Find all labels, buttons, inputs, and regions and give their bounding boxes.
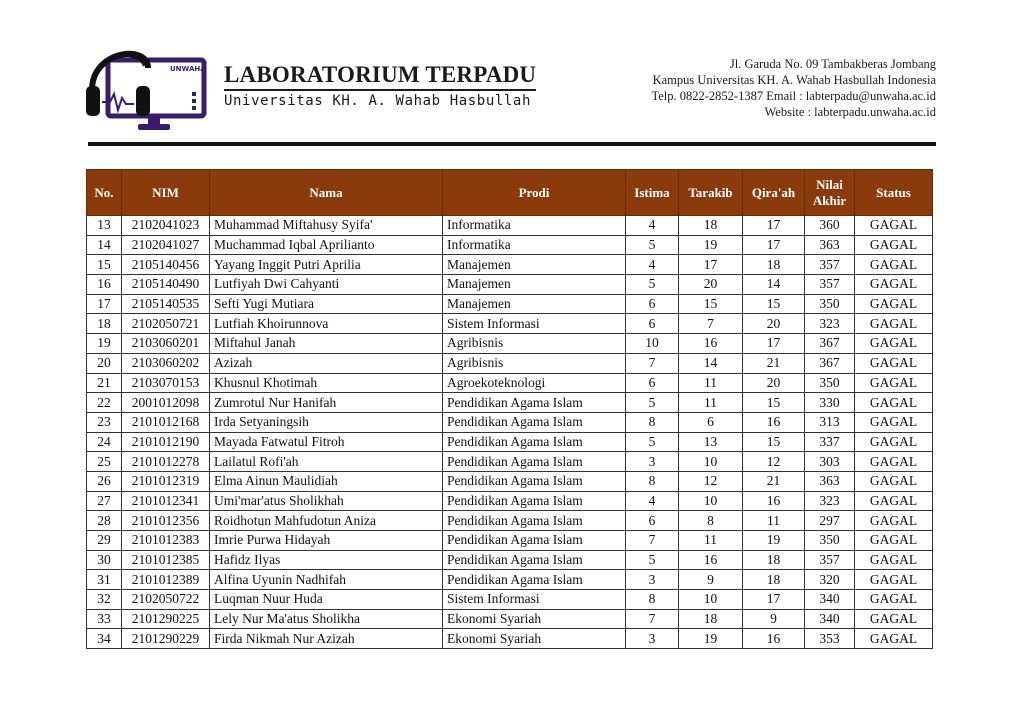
cell-nama: Azizah: [210, 353, 443, 373]
cell-istima: 4: [626, 216, 679, 236]
cell-tarakib: 14: [679, 353, 743, 373]
cell-qiraah: 12: [743, 452, 805, 472]
cell-nim: 2103060201: [122, 334, 210, 354]
cell-nim: 2105140490: [122, 275, 210, 295]
cell-status: GAGAL: [855, 590, 933, 610]
address-block: [651, 56, 936, 120]
cell-no: 14: [87, 235, 122, 255]
cell-no: 21: [87, 373, 122, 393]
cell-nim: 2101012278: [122, 452, 210, 472]
address-line: Kampus Universitas KH. A. Wahab Hasbullah Indonesia: [652, 73, 936, 87]
cell-prodi: Pendidikan Agama Islam: [443, 471, 626, 491]
col-header-tarakib: Tarakib: [679, 170, 743, 216]
cell-nama: Firda Nikmah Nur Azizah: [210, 629, 443, 649]
cell-tarakib: 13: [679, 432, 743, 452]
logo-text: UNWAHA: [170, 65, 206, 73]
cell-nilai-akhir: 297: [805, 511, 855, 531]
cell-istima: 6: [626, 314, 679, 334]
cell-no: 17: [87, 294, 122, 314]
cell-nim: 2102050721: [122, 314, 210, 334]
cell-no: 16: [87, 275, 122, 295]
table-row: [87, 216, 933, 236]
cell-status: GAGAL: [855, 412, 933, 432]
cell-nilai-akhir: 313: [805, 412, 855, 432]
cell-istima: 3: [626, 629, 679, 649]
cell-nama: Elma Ainun Maulidiah: [210, 471, 443, 491]
cell-qiraah: 15: [743, 294, 805, 314]
cell-tarakib: 18: [679, 216, 743, 236]
cell-qiraah: 17: [743, 235, 805, 255]
address-line: Website : labterpadu.unwaha.ac.id: [764, 105, 936, 119]
table-row: [87, 275, 933, 295]
table-row: [87, 334, 933, 354]
cell-prodi: Pendidikan Agama Islam: [443, 531, 626, 551]
cell-no: 28: [87, 511, 122, 531]
cell-nilai-akhir: 323: [805, 491, 855, 511]
cell-qiraah: 18: [743, 550, 805, 570]
table-row: [87, 590, 933, 610]
table-row: [87, 294, 933, 314]
cell-nilai-akhir: 367: [805, 353, 855, 373]
cell-tarakib: 11: [679, 531, 743, 551]
cell-no: 30: [87, 550, 122, 570]
cell-istima: 4: [626, 491, 679, 511]
cell-no: 24: [87, 432, 122, 452]
table-row: [87, 452, 933, 472]
cell-nilai-akhir: 340: [805, 609, 855, 629]
cell-prodi: Sistem Informasi: [443, 590, 626, 610]
cell-status: GAGAL: [855, 432, 933, 452]
cell-nim: 2101012385: [122, 550, 210, 570]
cell-nim: 2103060202: [122, 353, 210, 373]
cell-istima: 8: [626, 412, 679, 432]
cell-status: GAGAL: [855, 393, 933, 413]
cell-prodi: Pendidikan Agama Islam: [443, 412, 626, 432]
cell-istima: 5: [626, 393, 679, 413]
cell-no: 13: [87, 216, 122, 236]
cell-qiraah: 20: [743, 314, 805, 334]
cell-no: 32: [87, 590, 122, 610]
cell-nilai-akhir: 350: [805, 373, 855, 393]
cell-nilai-akhir: 357: [805, 255, 855, 275]
cell-qiraah: 20: [743, 373, 805, 393]
col-header-qiraah: Qira'ah: [743, 170, 805, 216]
cell-prodi: Pendidikan Agama Islam: [443, 393, 626, 413]
table-row: [87, 432, 933, 452]
cell-nim: 2101012341: [122, 491, 210, 511]
cell-nama: Hafidz Ilyas: [210, 550, 443, 570]
cell-prodi: Agribisnis: [443, 334, 626, 354]
cell-qiraah: 16: [743, 629, 805, 649]
cell-tarakib: 10: [679, 452, 743, 472]
table-row: [87, 314, 933, 334]
table-row: [87, 255, 933, 275]
cell-prodi: Agroekoteknologi: [443, 373, 626, 393]
cell-istima: 3: [626, 452, 679, 472]
cell-no: 31: [87, 570, 122, 590]
cell-nama: Sefti Yugi Mutiara: [210, 294, 443, 314]
address-line: Telp. 0822-2852-1387 Email : labterpadu@unwaha.ac.id: [651, 89, 936, 103]
cell-istima: 5: [626, 235, 679, 255]
cell-tarakib: 20: [679, 275, 743, 295]
cell-nilai-akhir: 350: [805, 294, 855, 314]
col-header-nim: NIM: [122, 170, 210, 216]
cell-nama: Imrie Purwa Hidayah: [210, 531, 443, 551]
unwaha-logo: [86, 40, 210, 136]
cell-qiraah: 16: [743, 491, 805, 511]
cell-nim: 2102041023: [122, 216, 210, 236]
cell-nim: 2101012389: [122, 570, 210, 590]
cell-no: 25: [87, 452, 122, 472]
cell-nama: Lailatul Rofi'ah: [210, 452, 443, 472]
cell-qiraah: 21: [743, 353, 805, 373]
cell-status: GAGAL: [855, 353, 933, 373]
cell-status: GAGAL: [855, 275, 933, 295]
cell-no: 34: [87, 629, 122, 649]
table-row: [87, 511, 933, 531]
cell-tarakib: 18: [679, 609, 743, 629]
cell-no: 20: [87, 353, 122, 373]
cell-istima: 5: [626, 432, 679, 452]
cell-nilai-akhir: 357: [805, 550, 855, 570]
cell-nama: Lely Nur Ma'atus Sholikha: [210, 609, 443, 629]
cell-istima: 8: [626, 590, 679, 610]
cell-prodi: Ekonomi Syariah: [443, 629, 626, 649]
cell-nilai-akhir: 367: [805, 334, 855, 354]
cell-qiraah: 15: [743, 432, 805, 452]
col-header-nama: Nama: [210, 170, 443, 216]
cell-tarakib: 19: [679, 235, 743, 255]
col-header-prodi: Prodi: [443, 170, 626, 216]
cell-no: 29: [87, 531, 122, 551]
cell-qiraah: 18: [743, 255, 805, 275]
cell-prodi: Manajemen: [443, 294, 626, 314]
table-row: [87, 471, 933, 491]
cell-nama: Roidhotun Mahfudotun Aniza: [210, 511, 443, 531]
cell-qiraah: 21: [743, 471, 805, 491]
cell-istima: 7: [626, 353, 679, 373]
cell-istima: 4: [626, 255, 679, 275]
cell-status: GAGAL: [855, 511, 933, 531]
cell-tarakib: 16: [679, 334, 743, 354]
cell-prodi: Pendidikan Agama Islam: [443, 511, 626, 531]
cell-nim: 2101290225: [122, 609, 210, 629]
cell-no: 26: [87, 471, 122, 491]
cell-prodi: Manajemen: [443, 255, 626, 275]
table-row: [87, 550, 933, 570]
cell-status: GAGAL: [855, 531, 933, 551]
cell-nilai-akhir: 357: [805, 275, 855, 295]
cell-nama: Miftahul Janah: [210, 334, 443, 354]
cell-nama: Khusnul Khotimah: [210, 373, 443, 393]
cell-tarakib: 10: [679, 590, 743, 610]
cell-no: 33: [87, 609, 122, 629]
cell-tarakib: 7: [679, 314, 743, 334]
cell-nim: 2101012356: [122, 511, 210, 531]
cell-tarakib: 6: [679, 412, 743, 432]
cell-nama: Muchammad Iqbal Aprilianto: [210, 235, 443, 255]
table-row: [87, 629, 933, 649]
cell-qiraah: 14: [743, 275, 805, 295]
cell-status: GAGAL: [855, 491, 933, 511]
cell-istima: 6: [626, 511, 679, 531]
cell-istima: 8: [626, 471, 679, 491]
cell-nim: 2105140456: [122, 255, 210, 275]
cell-status: GAGAL: [855, 314, 933, 334]
cell-prodi: Ekonomi Syariah: [443, 609, 626, 629]
cell-no: 23: [87, 412, 122, 432]
cell-tarakib: 11: [679, 373, 743, 393]
cell-nama: Umi'mar'atus Sholikhah: [210, 491, 443, 511]
cell-tarakib: 15: [679, 294, 743, 314]
cell-nilai-akhir: 340: [805, 590, 855, 610]
cell-status: GAGAL: [855, 609, 933, 629]
cell-nim: 2101012190: [122, 432, 210, 452]
cell-istima: 7: [626, 531, 679, 551]
cell-nim: 2101012383: [122, 531, 210, 551]
cell-no: 27: [87, 491, 122, 511]
cell-istima: 6: [626, 294, 679, 314]
table-row: [87, 570, 933, 590]
cell-nim: 2102041027: [122, 235, 210, 255]
cell-prodi: Pendidikan Agama Islam: [443, 491, 626, 511]
cell-status: GAGAL: [855, 373, 933, 393]
col-header-istima: Istima: [626, 170, 679, 216]
cell-status: GAGAL: [855, 235, 933, 255]
table-row: [87, 373, 933, 393]
cell-status: GAGAL: [855, 570, 933, 590]
cell-nilai-akhir: 363: [805, 471, 855, 491]
cell-qiraah: 16: [743, 412, 805, 432]
table-row: [87, 412, 933, 432]
table-header-row: [87, 170, 933, 216]
cell-tarakib: 12: [679, 471, 743, 491]
cell-nim: 2101012319: [122, 471, 210, 491]
cell-status: GAGAL: [855, 334, 933, 354]
cell-nama: Zumrotul Nur Hanifah: [210, 393, 443, 413]
cell-nama: Alfina Uyunin Nadhifah: [210, 570, 443, 590]
cell-status: GAGAL: [855, 452, 933, 472]
cell-nilai-akhir: 320: [805, 570, 855, 590]
cell-tarakib: 19: [679, 629, 743, 649]
cell-istima: 3: [626, 570, 679, 590]
cell-prodi: Pendidikan Agama Islam: [443, 550, 626, 570]
table-row: [87, 393, 933, 413]
cell-nim: 2105140535: [122, 294, 210, 314]
cell-istima: 5: [626, 550, 679, 570]
cell-status: GAGAL: [855, 216, 933, 236]
cell-tarakib: 17: [679, 255, 743, 275]
cell-tarakib: 11: [679, 393, 743, 413]
cell-nilai-akhir: 350: [805, 531, 855, 551]
cell-qiraah: 9: [743, 609, 805, 629]
cell-qiraah: 15: [743, 393, 805, 413]
cell-nilai-akhir: 323: [805, 314, 855, 334]
cell-nilai-akhir: 363: [805, 235, 855, 255]
cell-status: GAGAL: [855, 550, 933, 570]
cell-qiraah: 17: [743, 216, 805, 236]
cell-qiraah: 19: [743, 531, 805, 551]
cell-nim: 2001012098: [122, 393, 210, 413]
cell-istima: 7: [626, 609, 679, 629]
cell-nama: Yayang Inggit Putri Aprilia: [210, 255, 443, 275]
cell-tarakib: 8: [679, 511, 743, 531]
table-row: [87, 235, 933, 255]
cell-prodi: Agribisnis: [443, 353, 626, 373]
cell-qiraah: 17: [743, 590, 805, 610]
cell-nim: 2101012168: [122, 412, 210, 432]
cell-nilai-akhir: 360: [805, 216, 855, 236]
title-block: [224, 62, 536, 109]
cell-nama: Lutfiah Khoirunnova: [210, 314, 443, 334]
cell-prodi: Manajemen: [443, 275, 626, 295]
col-header-no: No.: [87, 170, 122, 216]
cell-status: GAGAL: [855, 294, 933, 314]
table-body: [87, 216, 933, 649]
cell-qiraah: 17: [743, 334, 805, 354]
cell-no: 22: [87, 393, 122, 413]
cell-nim: 2101290229: [122, 629, 210, 649]
address-line: Jl. Garuda No. 09 Tambakberas Jombang: [729, 57, 936, 71]
cell-no: 18: [87, 314, 122, 334]
cell-prodi: Pendidikan Agama Islam: [443, 452, 626, 472]
cell-prodi: Pendidikan Agama Islam: [443, 570, 626, 590]
cell-tarakib: 10: [679, 491, 743, 511]
cell-nilai-akhir: 353: [805, 629, 855, 649]
cell-nama: Lutfiyah Dwi Cahyanti: [210, 275, 443, 295]
cell-no: 15: [87, 255, 122, 275]
header-divider: [88, 142, 936, 146]
cell-tarakib: 9: [679, 570, 743, 590]
cell-no: 19: [87, 334, 122, 354]
cell-prodi: Pendidikan Agama Islam: [443, 432, 626, 452]
cell-nim: 2103070153: [122, 373, 210, 393]
cell-istima: 10: [626, 334, 679, 354]
cell-prodi: Informatika: [443, 235, 626, 255]
cell-qiraah: 11: [743, 511, 805, 531]
table-row: [87, 531, 933, 551]
cell-istima: 5: [626, 275, 679, 295]
cell-status: GAGAL: [855, 255, 933, 275]
lab-subtitle: Universitas KH. A. Wahab Hasbullah: [224, 93, 531, 109]
cell-nama: Luqman Nuur Huda: [210, 590, 443, 610]
table-row: [87, 353, 933, 373]
cell-prodi: Informatika: [443, 216, 626, 236]
cell-qiraah: 18: [743, 570, 805, 590]
cell-istima: 6: [626, 373, 679, 393]
cell-nilai-akhir: 330: [805, 393, 855, 413]
cell-status: GAGAL: [855, 629, 933, 649]
cell-nim: 2102050722: [122, 590, 210, 610]
results-table: [86, 169, 933, 649]
cell-tarakib: 16: [679, 550, 743, 570]
lab-title: LABORATORIUM TERPADU: [224, 62, 536, 91]
table-row: [87, 491, 933, 511]
col-header-nilai-akhir: Nilai Akhir: [805, 170, 855, 216]
cell-nama: Irda Setyaningsih: [210, 412, 443, 432]
cell-nama: Muhammad Miftahusy Syifa': [210, 216, 443, 236]
cell-nama: Mayada Fatwatul Fitroh: [210, 432, 443, 452]
cell-status: GAGAL: [855, 471, 933, 491]
cell-nilai-akhir: 303: [805, 452, 855, 472]
table-row: [87, 609, 933, 629]
col-header-status: Status: [855, 170, 933, 216]
cell-prodi: Sistem Informasi: [443, 314, 626, 334]
cell-nilai-akhir: 337: [805, 432, 855, 452]
